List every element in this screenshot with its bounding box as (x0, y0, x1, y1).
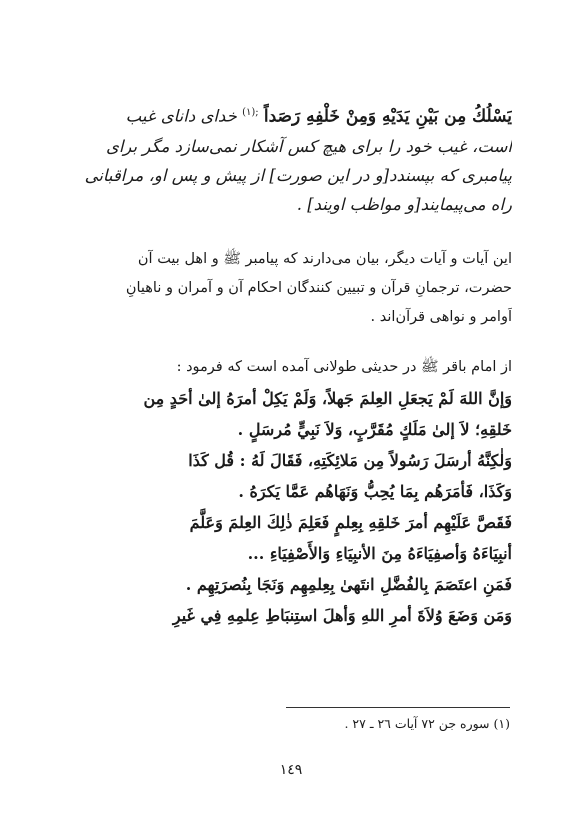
page-number: ١٤٩ (279, 762, 303, 778)
hadith-line-5: فَقَصَّ عَلَيْهِم أمرَ خَلقِهِ بِعِلمٍ فَعَلِمَ ذٰلِكَ العِلمَ وَعَلَّمَ (189, 513, 512, 532)
hadith-line-1: وَإنَّ اللهَ لَمْ يَجعَلِ العِلمَ جَهلاً، وَلَمْ يَكِلْ أمرَهُ إلىٰ أحَدٍ مِن (143, 389, 512, 408)
hadith-line-2: خَلقِهِ؛ لاَ إلىٰ مَلَكٍ مُقَرَّبٍ، وَلاَ نَبِيٍّ مُرسَلٍ . (237, 420, 512, 439)
prose-line-3: اَوامر و نواهی قرآن‌اند . (370, 309, 512, 325)
verse-line-2: است، غیب خود را برای هیچ کس آشکار نمی‌سازد مگر برای (105, 136, 512, 156)
explanation-paragraph (66, 245, 512, 332)
verse-arabic: يَسْلُكُ مِن بَيْنِ يَدَيْهِ وَمِنْ خَلْفِهِ رَصَداً (263, 106, 512, 127)
footnote-reference: ;(١) (242, 107, 259, 118)
hadith-block (66, 352, 512, 631)
prose-line-2: حضرت، ترجمانِ قرآن و تبیین کنندگان احکام آن و آمران و ناهیانِ (125, 280, 512, 296)
hadith-line-7: فَمَنِ اعتَصَمَ بِالفُضَّلِ انتَهیٰ بِعِلمِهِم وَنَجَا بِنُصرَتِهِم . (185, 575, 512, 594)
hadith-line-3: وَلٰكِنَّهُ أرسَلَ رَسُولاً مِن مَلائِكَتِهِ، فَقَالَ لَهُ : قُل كَذَا (188, 451, 512, 470)
footnote-divider (286, 707, 510, 708)
verse-line-1 (66, 98, 512, 132)
prose-line-1: این آیات و آیات دیگر، بیان می‌دارند که پیامبر ﷺ و اهل بیت آن (137, 251, 512, 267)
hadith-line-4: وَكَذَا، فَأمَرَهُم بِمَا يُحِبُّ وَنَهَاهُم عَمَّا يَكرَهُ . (238, 482, 512, 501)
hadith-intro: از امام باقر ﷺ در حدیثی طولانی آمده است که فرمود : (176, 359, 512, 375)
hadith-line-8: وَمَن وَضَعَ وُلاَةَ أمرِ اللهِ وَأهلَ استِنبَاطِ عِلمِهِ فِي غَيرِ (172, 606, 512, 625)
verse-persian-start: خدای دانای غیب (125, 106, 237, 126)
footnote: (١) سوره جن ٧٢ آیات ٢٦ ـ ٢٧ . (344, 716, 510, 731)
verse-line-3: پیامبری که بپسندد[و در این صورت] از پیش و پس او، مراقبانی (84, 165, 512, 185)
verse-line-4: راه می‌پیمایند[و مواظب اویند] . (296, 194, 512, 214)
quran-verse-translation (66, 98, 512, 219)
hadith-line-6: أنبِيَاءَهُ وَأصفِيَاءَهُ مِنَ الأنبِيَاءِ وَالأَصْفِيَاءِ ... (247, 544, 512, 563)
